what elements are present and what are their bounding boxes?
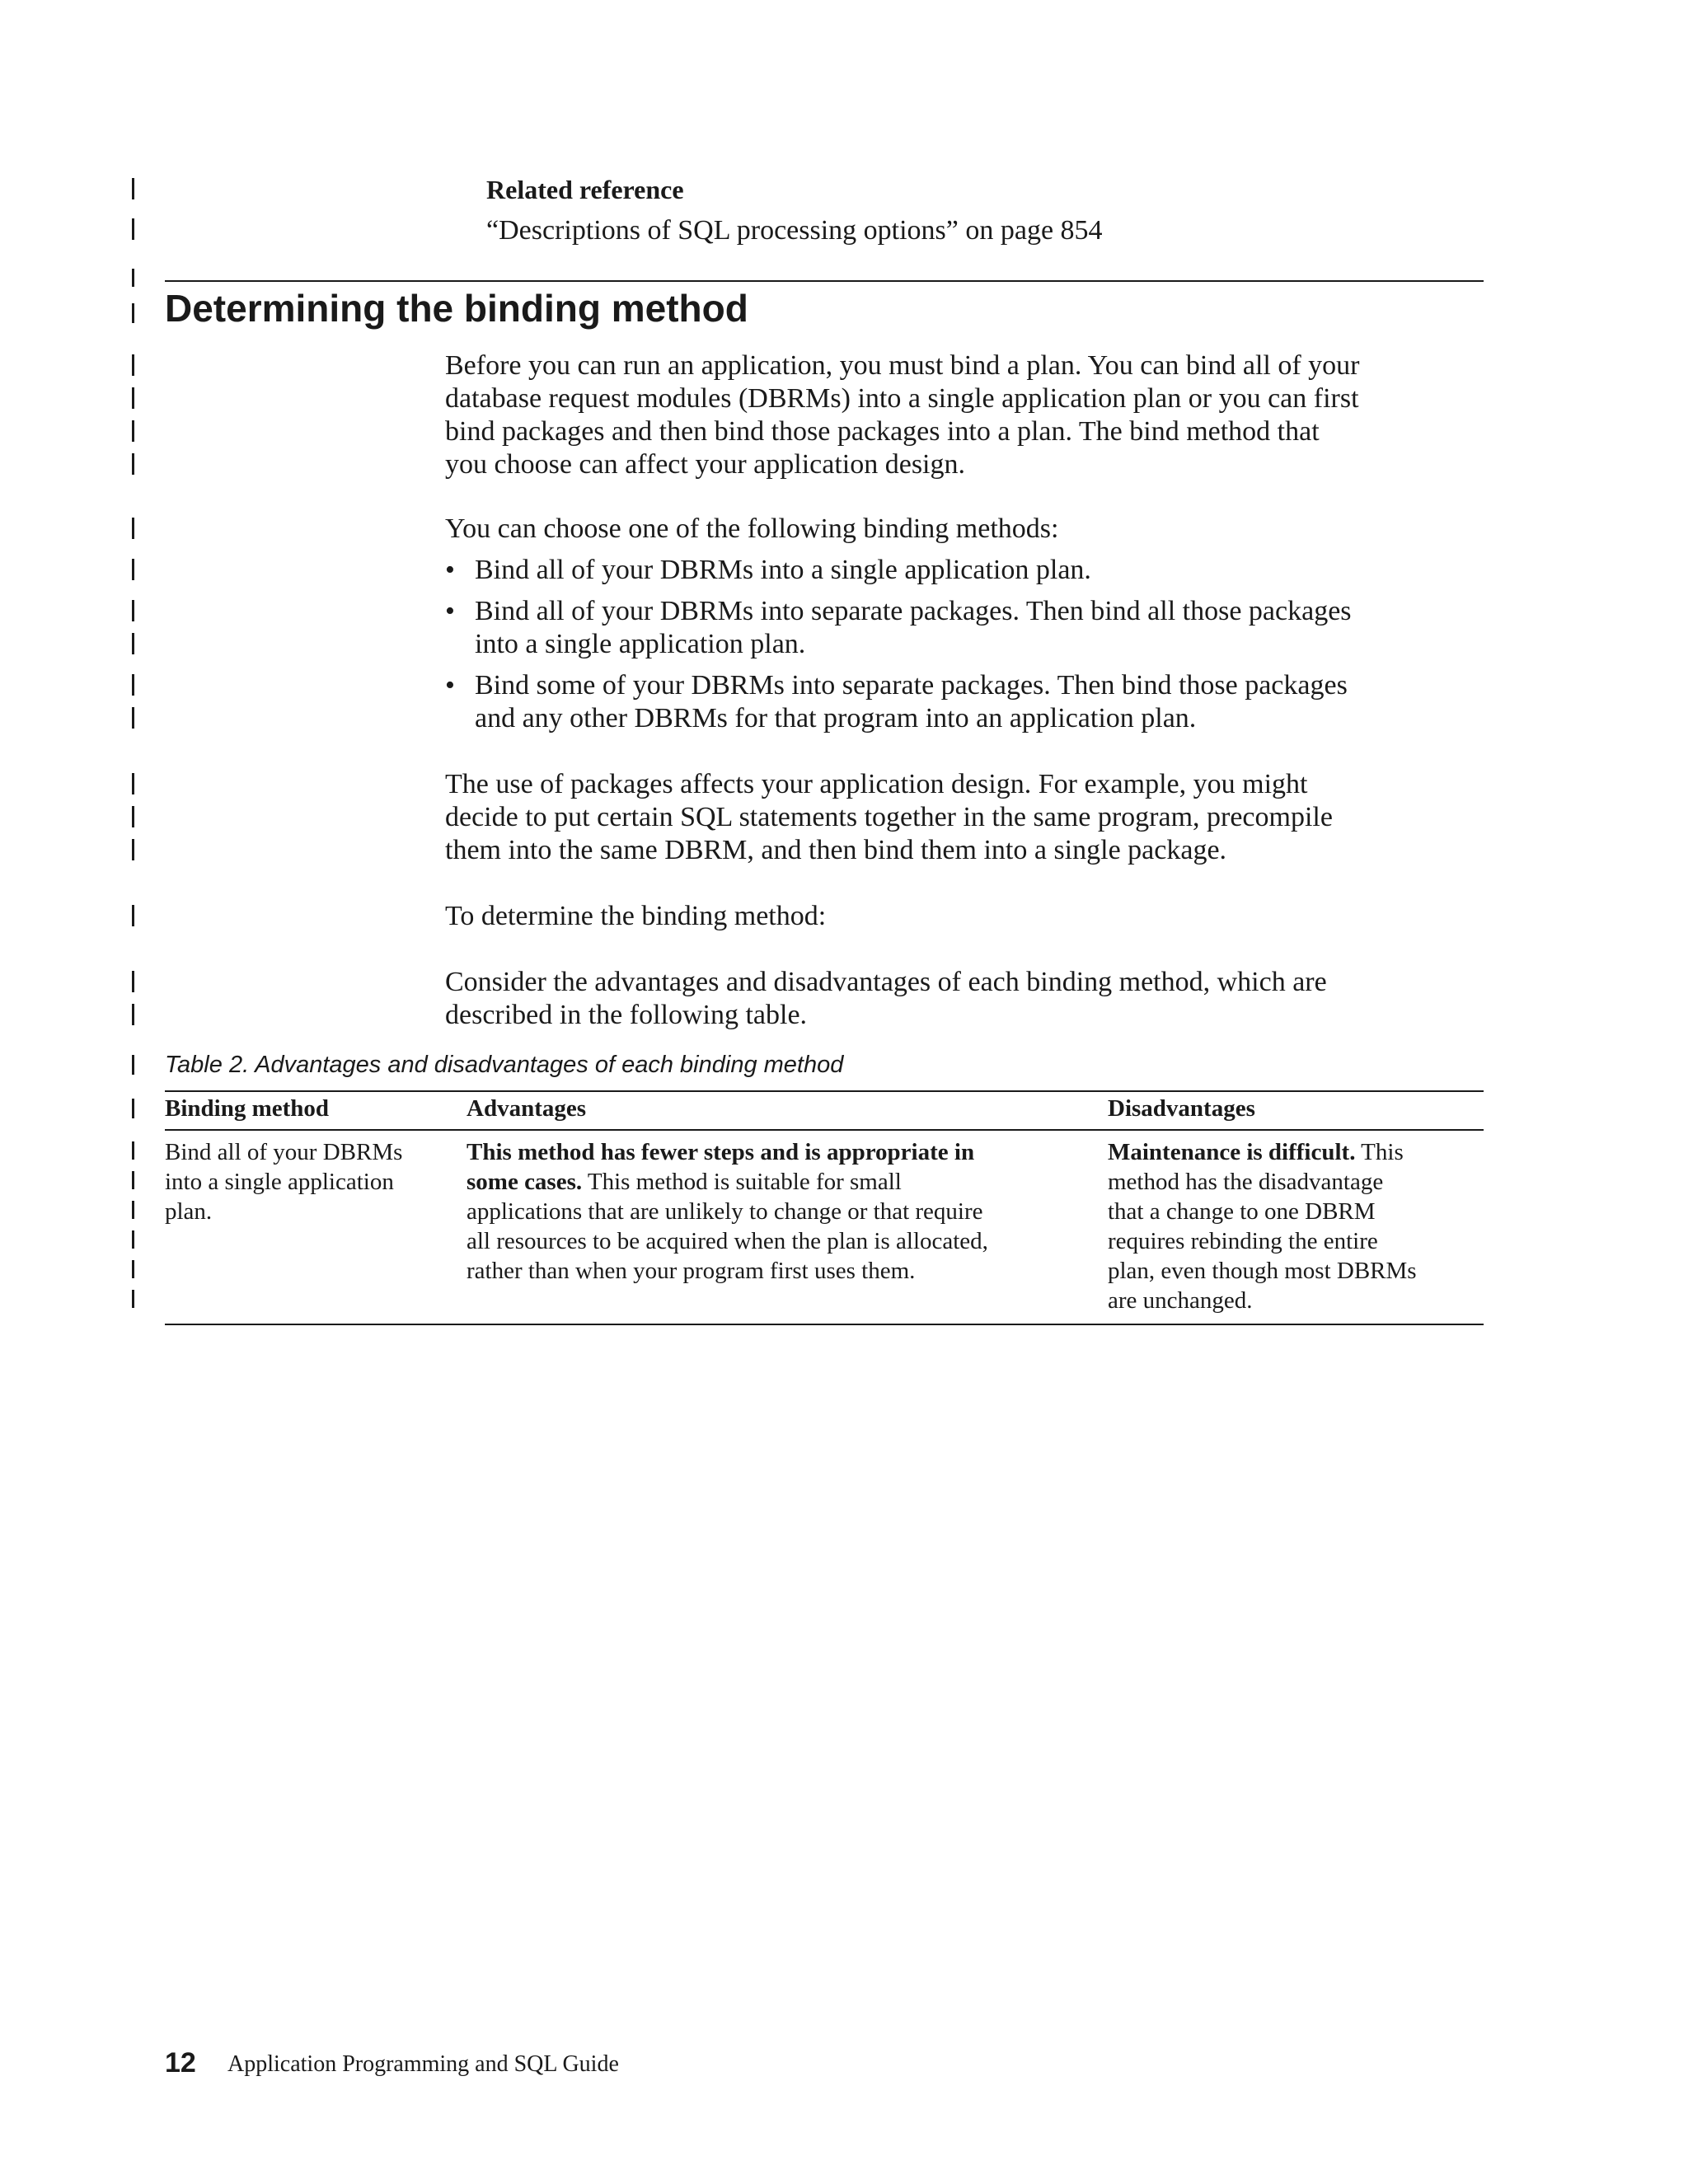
- section-divider: [165, 280, 1484, 282]
- cell-line-mixed: [1108, 1137, 1417, 1167]
- cell-run: This method is suitable for small: [582, 1169, 902, 1195]
- packages-paragraph: [445, 768, 1492, 867]
- determine-text: To determine the binding method:: [445, 901, 827, 931]
- cell-line: applications that are unlikely to change or that require: [467, 1198, 983, 1225]
- cell-line: all resources to be acquired when the plan is allocated,: [467, 1228, 988, 1254]
- table-cell-advantages: [467, 1137, 988, 1286]
- cell-line-mixed: [467, 1167, 988, 1197]
- intro-paragraph: [445, 349, 1492, 481]
- table-cell-disadvantages: [1108, 1137, 1417, 1315]
- cell-line: are unchanged.: [1108, 1287, 1253, 1314]
- bullet-line: into a single application plan.: [475, 629, 806, 659]
- packages-line: them into the same DBRM, and then bind them into a single package.: [445, 835, 1227, 865]
- consider-line: Consider the advantages and disadvantages of each binding method, which are: [445, 967, 1327, 997]
- choose-methods-text: You can choose one of the following binding methods:: [445, 513, 1059, 544]
- table-cell-method: [165, 1137, 402, 1226]
- page-number: 12: [165, 2047, 196, 2079]
- intro-line: database request modules (DBRMs) into a single application plan or you can first: [445, 383, 1359, 414]
- book-title: Application Programming and SQL Guide: [227, 2051, 619, 2077]
- cell-bold-run: some cases.: [467, 1169, 583, 1195]
- cell-line: rather than when your program first uses them.: [467, 1258, 916, 1284]
- bullet-marker: •: [445, 670, 455, 701]
- bullet-line: and any other DBRMs for that program into an application plan.: [475, 703, 1197, 733]
- cell-line: that a change to one DBRM: [1108, 1198, 1376, 1225]
- table-header-advantages: Advantages: [467, 1095, 587, 1122]
- consider-paragraph: [445, 966, 1492, 1032]
- cell-line: plan.: [165, 1198, 213, 1225]
- packages-line: decide to put certain SQL statements together in the same program, precompile: [445, 802, 1333, 832]
- bullet-line: Bind all of your DBRMs into separate packages. Then bind all those packages: [475, 596, 1352, 626]
- related-reference-heading: Related reference: [486, 175, 684, 204]
- bullet-marker: •: [445, 555, 455, 585]
- cell-run: This: [1355, 1139, 1404, 1165]
- table-caption: Table 2. Advantages and disadvantages of each binding method: [165, 1052, 844, 1078]
- intro-line: bind packages and then bind those packages into a plan. The bind method that: [445, 416, 1320, 447]
- cell-line: plan, even though most DBRMs: [1108, 1258, 1417, 1284]
- intro-line: you choose can affect your application design.: [445, 449, 965, 480]
- bullet-marker: •: [445, 596, 455, 626]
- table-bottom-rule: [165, 1324, 1484, 1325]
- table-header-method: Binding method: [165, 1095, 330, 1122]
- cell-line: into a single application: [165, 1169, 394, 1195]
- cell-line: method has the disadvantage: [1108, 1169, 1384, 1195]
- cell-line-bold: This method has fewer steps and is appropriate in: [467, 1139, 975, 1165]
- intro-line: Before you can run an application, you must bind a plan. You can bind all of your: [445, 350, 1360, 381]
- section-title: Determining the binding method: [165, 287, 748, 330]
- table-header-disadvantages: Disadvantages: [1108, 1095, 1255, 1122]
- table-header-rule: [165, 1129, 1484, 1131]
- table-top-rule: [165, 1090, 1484, 1092]
- consider-line: described in the following table.: [445, 1000, 808, 1030]
- bullet-line: Bind some of your DBRMs into separate packages. Then bind those packages: [475, 670, 1348, 701]
- related-reference-link[interactable]: “Descriptions of SQL processing options” on page 854: [486, 215, 1103, 246]
- cell-bold-run: Maintenance is difficult.: [1108, 1139, 1356, 1165]
- cell-line: requires rebinding the entire: [1108, 1228, 1378, 1254]
- cell-line: Bind all of your DBRMs: [165, 1139, 403, 1165]
- packages-line: The use of packages affects your application design. For example, you might: [445, 769, 1308, 799]
- bullet-line: Bind all of your DBRMs into a single application plan.: [475, 555, 1091, 585]
